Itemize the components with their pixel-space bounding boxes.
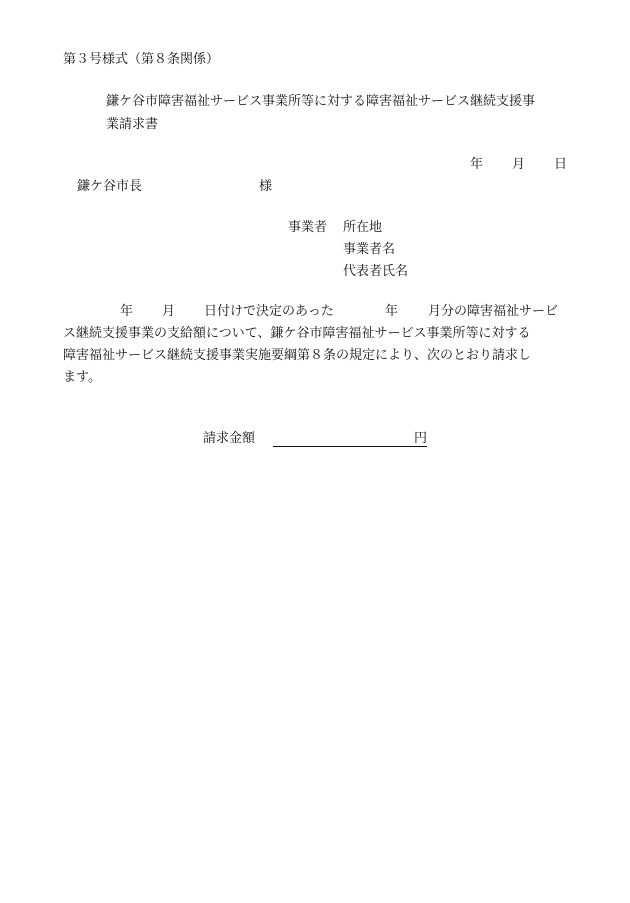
applicant-representative-label: 代表者氏名 bbox=[343, 264, 409, 279]
amount-entry-line bbox=[273, 446, 427, 447]
applicant-business-name-label: 事業者名 bbox=[343, 242, 396, 257]
body-line-1-year-2: 年 bbox=[385, 304, 399, 319]
applicant-label: 事業者 bbox=[288, 220, 328, 235]
amount-label: 請求金額 bbox=[203, 431, 256, 446]
addressee-honorific: 様 bbox=[259, 179, 273, 194]
body-line-1-year: 年 bbox=[120, 304, 134, 319]
body-line-4: ます。 bbox=[63, 370, 101, 385]
body-line-1-month: 月 bbox=[162, 304, 176, 319]
body-line-3: 障害福祉サービス継続支援事業実施要綱第８条の規定により、次のとおり請求し bbox=[63, 348, 532, 363]
date-month-label: 月 bbox=[512, 157, 526, 172]
date-year-label: 年 bbox=[470, 157, 484, 172]
addressee-name: 鎌ケ谷市長 bbox=[77, 179, 143, 194]
amount-unit: 円 bbox=[414, 431, 428, 446]
applicant-address-label: 所在地 bbox=[343, 220, 383, 235]
title-line-2: 業請求書 bbox=[106, 117, 159, 132]
title-line-1: 鎌ケ谷市障害福祉サービス事業所等に対する障害福祉サービス継続支援事 bbox=[106, 94, 536, 109]
date-day-label: 日 bbox=[554, 157, 568, 172]
body-line-2: ス継続支援事業の支給額について、鎌ケ谷市障害福祉サービス事業所等に対する bbox=[63, 326, 531, 341]
body-line-1-decided: 日付けで決定のあった bbox=[204, 304, 334, 319]
body-line-1-end: 月分の障害福祉サービ bbox=[428, 304, 559, 319]
form-number: 第３号様式（第８条関係） bbox=[63, 52, 220, 67]
